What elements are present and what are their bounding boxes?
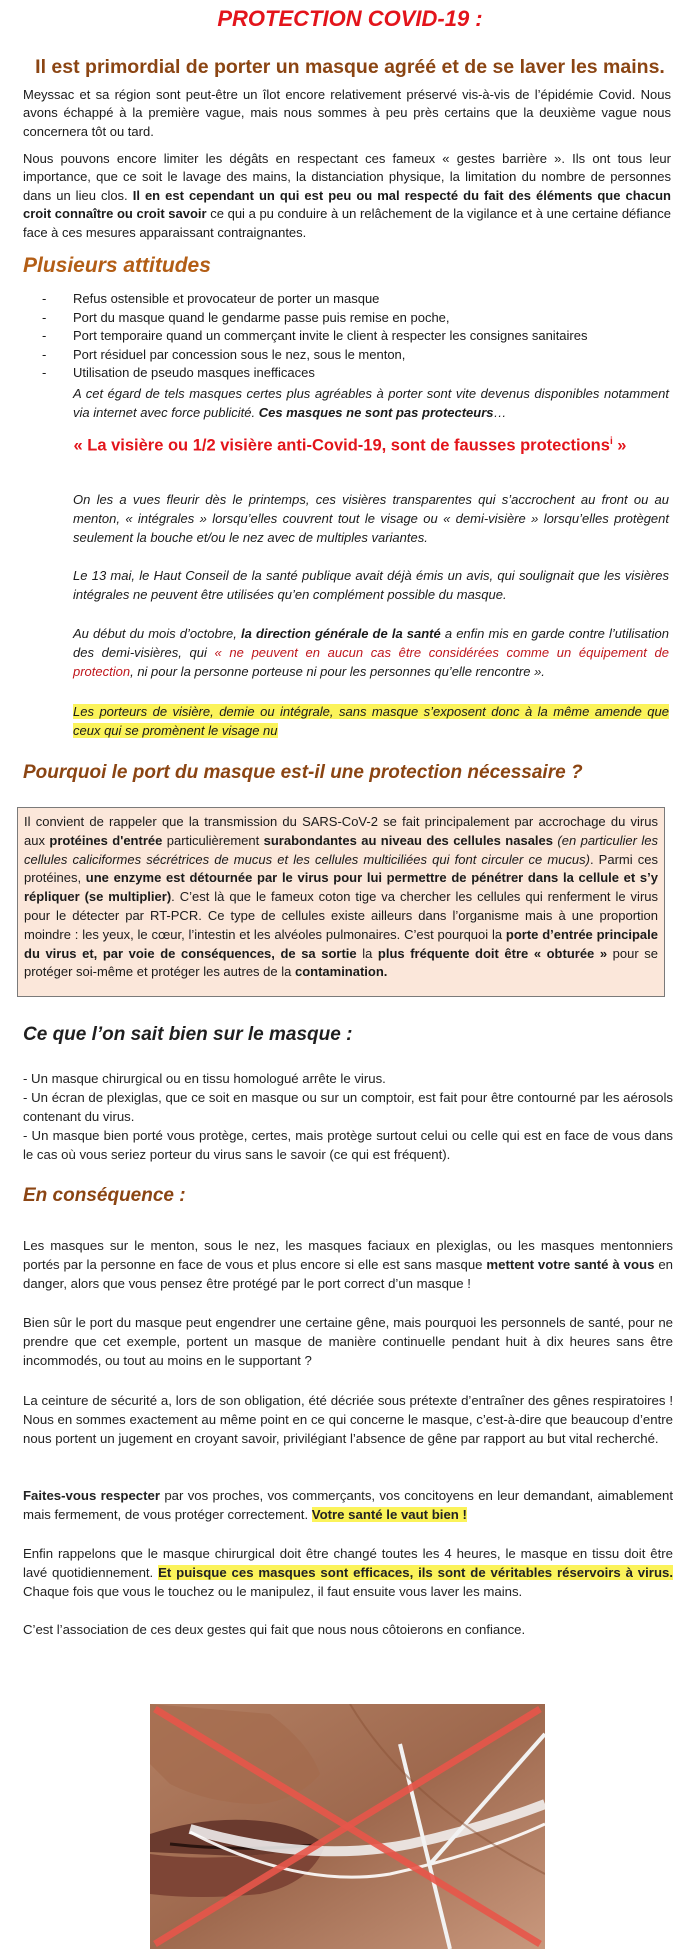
list-item: - Port du masque quand le gendarme passe puis remise en poche, [40,309,660,328]
why-italic-1: (en particulier les cellules caliciformes sécrétrices de mucus et les cellules multiciliées qui font circuler ce mucus) [24,832,658,867]
visor-p3-bold: la direction générale de la santé [241,626,441,641]
consequence-p1-bold: mettent votre santé à vous [486,1257,655,1272]
consequence-paragraph-2: Bien sûr le port du masque peut engendrer une certaine gêne, mais pourquoi les personnels de santé, pour ne prendre que cet exemple, portent un masque de manière continuelle pendant huit à dix heures sans être incommodés, ou tout au moins en le supportant ? [23,1315,673,1368]
consequence-p5-end: Chaque fois que vous le touchez ou le manipulez, il faut ensuite vous laver les mains. [23,1584,523,1599]
page-subtitle: Il est primordial de porter un masque agréé et de se laver les mains. [35,56,665,78]
crossed-out-visor-photo [150,1704,545,1949]
why-bold-3: une enzyme est détournée par le virus pour lui permettre de pénétrer dans la cellule et s’y répliquer (se multiplier) [24,870,658,905]
visor-highlight-paragraph [73,702,669,740]
why-text-4: . C’est là que le fameux coton tige va chercher les cellules qui renferment le virus pour le détecter par RT-PCR. Ce type de cellules existe ailleurs dans l’organisme mais à une proportion moindre : les yeux, le cœur, l’intestin et les alvéoles pulmonaires. C’est pourquoi la [24,889,658,942]
intro-paragraph-1: Meyssac et sa région sont peut-être un îlot encore relativement préservé vis-à-vis de l’épidémie Covid. Nous avons échappé à la première vague, mais nous sommes à peu près certains que la deuxième vague nous concernera tôt ou tard. [23,87,671,139]
consequence-p4-highlight: Votre santé le vaut bien ! [311,1507,467,1522]
page-title: PROTECTION COVID-19 : [217,6,483,31]
consequence-p5-highlight: Et puisque ces masques sont efficaces, ils sont de véritables réservoirs à virus. [158,1565,673,1580]
mouth-visor-illustration [150,1704,545,1949]
list-item: - Port résiduel par concession sous le nez, sous le menton, [40,346,660,365]
consequence-paragraph-1 [23,1236,673,1293]
why-text-6: pour se protéger soi-même et protéger les autres de la [24,945,658,980]
visor-paragraph-2: Le 13 mai, le Haut Conseil de la santé publique avait déjà émis un avis, qui soulignait que les visières intégrales ne peuvent être utilisées qu’en complément possible du masque. [73,568,669,602]
note-bold: Ces masques ne sont pas protecteurs [258,405,494,420]
why-text-3: . Parmi ces protéines, [24,851,658,886]
why-bold-4: porte d’entrée principale du virus et, par voie de conséquences, de sa sortie [24,926,658,961]
why-text-5: la [356,945,378,961]
attitudes-list [40,290,660,383]
why-bold-2: surabondantes au niveau des cellules nasales [263,832,553,848]
list-item: - Port temporaire quand un commerçant invite le client à respecter les consignes sanitaires [40,327,660,346]
visor-highlight: Les porteurs de visière, demie ou intégrale, sans masque s’exposent donc à la même amende que ceux qui se promènent le visage nu [73,704,669,738]
note-text: A cet égard de tels masques certes plus agréables à porter sont vite devenus disponibles notamment via internet avec force publicité. [73,386,669,420]
consequence-p1-end: en danger, alors que vous pensez être protégé par le port correct d’un masque ! [23,1257,673,1291]
list-item: - Refus ostensible et provocateur de porter un masque [40,290,660,309]
consequence-heading: En conséquence : [23,1185,186,1206]
why-text-2: particulièrement [162,832,264,848]
list-item: - Utilisation de pseudo masques inefficaces [40,364,660,383]
known-item-3: - Un masque bien porté vous protège, certes, mais protège surtout celui ou celle qui est en face de vous dans le cas où vous seriez porteur du virus sans le savoir (ce qui est fréquent). [23,1128,673,1162]
visor-p3-text-b: a enfin mis en garde contre l’utilisation des demi-visières, qui [73,626,669,660]
footnote-marker: i [609,436,613,447]
consequence-paragraph-4 [23,1486,673,1524]
visor-p3-red: « ne peuvent en aucun cas être considérées comme un équipement de protection [73,645,669,679]
consequence-p5-text: Enfin rappelons que le masque chirurgical doit être changé toutes les 4 heures, le masque en tissu doit être lavé quotidiennement. [23,1546,673,1580]
intro-bold: Il en est cependant un qui est peu ou mal respecté du fait des éléments que chacun croit connaître ou croit savoir [23,187,671,222]
consequence-p4-bold: Faites-vous respecter [23,1488,160,1503]
why-bold-6: contamination. [294,964,388,980]
visor-p3-text-a: Au début du mois d’octobre, [73,626,241,641]
pseudo-mask-note [73,384,669,422]
intro-text-a: Nous pouvons encore limiter les dégâts en respectant ces fameux « gestes barrière ». Ils ont tous leur importance, que ce soit le lavage des mains, la distanciation physique, la limitation du nombre de personnes dans un lieu clos. [23,151,671,203]
attitudes-heading: Plusieurs attitudes [23,254,211,277]
visor-paragraph-3 [73,624,669,681]
known-item-1: - Un masque chirurgical ou en tissu homologué arrête le virus. [23,1071,386,1086]
why-text-1: Il convient de rappeler que la transmission du SARS-CoV-2 se fait principalement par accrochage du virus aux [24,814,658,848]
known-heading: Ce que l’on sait bien sur le masque : [23,1024,353,1045]
visor-quote-close: » [612,436,627,455]
visor-paragraph-1: On les a vues fleurir dès le printemps, ces visières transparentes qui s’accrochent au front ou au menton, « intégrales » lorsqu’elles couvrent tout le visage ou « demi-visière » lorsqu’elles protègent seulement la bouche et/ou le nez avec de multiples variantes. [73,492,669,545]
known-item-2: - Un écran de plexiglas, que ce soit en masque ou sur un comptoir, est fait pour être contourné par les aérosols contenant du virus. [23,1090,673,1124]
note-end: … [493,405,507,420]
consequence-paragraph-3: La ceinture de sécurité a, lors de son obligation, été décriée sous prétexte d’entraîner des gênes respiratoires ! Nous en sommes exactement au même point en ce qui concerne le masque, c’est-à-dire que beaucoup d’entre nous portent un jugement en croyant savoir, privilégiant l’absence de gêne par rapport au but vital recherché. [23,1393,673,1446]
intro-paragraph-2 [23,150,671,242]
intro-text-b: ce qui a pu conduire à un relâchement de la vigilance et à une certaine défiance face à ces mesures apparaissant contraignantes. [23,206,671,240]
visor-quote: « La visière ou 1/2 visière anti-Covid-19, sont de fausses protections [73,436,610,455]
visor-quote-heading [0,436,700,456]
why-heading: Pourquoi le port du masque est-il une protection nécessaire ? [23,762,583,783]
visor-p3-text-c: , ni pour la personne porteuse ni pour les personnes qu’elle rencontre ». [130,664,545,679]
why-bold-5: plus fréquente doit être « obturée » [377,945,608,961]
consequence-paragraph-6: C’est l’association de ces deux gestes qui fait que nous nous côtoierons en confiance. [23,1622,526,1637]
why-box [17,807,665,997]
consequence-p4-text: par vos proches, vos commerçants, vos concitoyens en leur demandant, aimablement mais fermement, de vous protéger correctement. [23,1488,673,1522]
consequence-paragraph-5 [23,1544,673,1601]
consequence-p1-text: Les masques sur le menton, sous le nez, les masques faciaux en plexiglas, ou les masques mentonniers portés par la personne en face de vous et plus encore si elle est sans masque [23,1238,673,1272]
why-bold-1: protéines d'entrée [49,832,163,848]
